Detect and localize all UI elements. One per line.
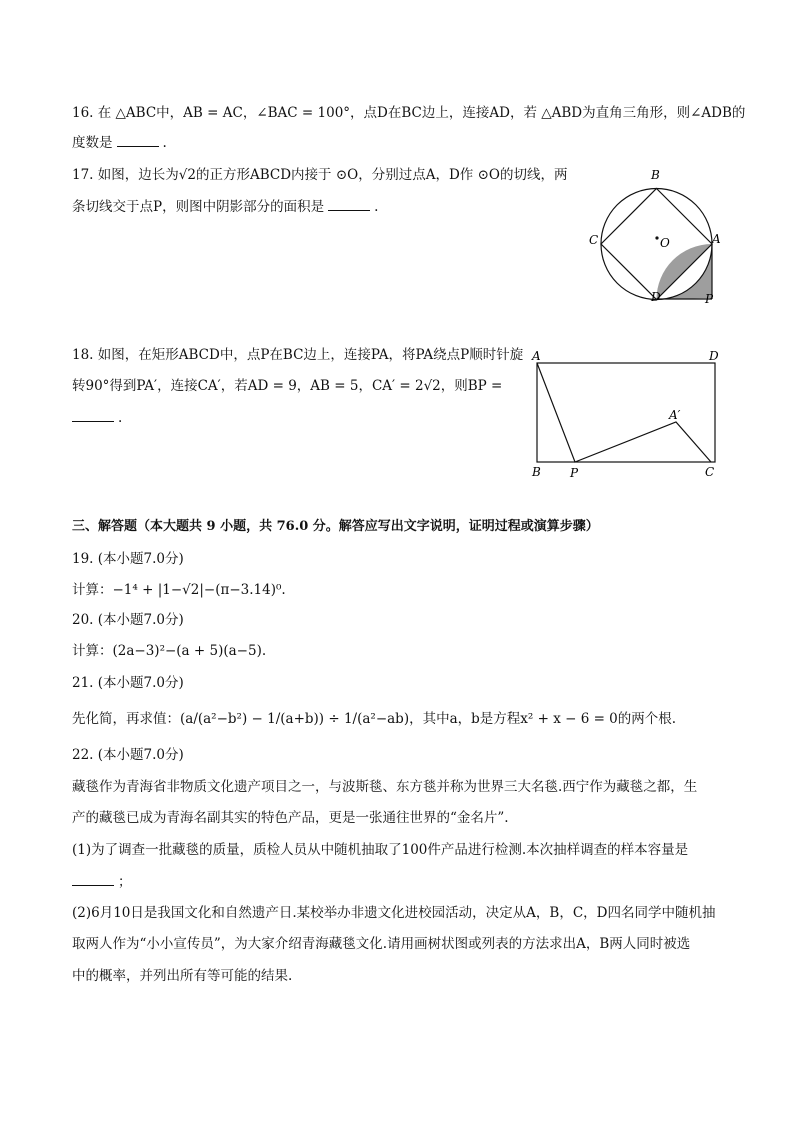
q17-line1-pre: 17. 如图，边长为 [72, 167, 179, 183]
center-dot [655, 236, 658, 239]
q19-heading: 19. (本小题7.0分) [72, 551, 184, 567]
q22-para1: 藏毯作为青海省非物质文化遗产项目之一，与波斯毯、东方毯并称为世界三大名毯.西宁作为藏毯之都，生 [72, 779, 698, 795]
q17-sqrt: √2 [178, 167, 196, 183]
label-a: A [712, 232, 721, 246]
q18-line3-end: . [118, 410, 123, 426]
label-b: B [651, 168, 660, 182]
q16-line2 [72, 133, 167, 153]
q17-figure [585, 162, 725, 310]
q22-part2-line2: 取两人作为“小小宣传员”，为大家介绍青海藏毯文化.请用画树状图或列表的方法求出A，B两人同时被选 [72, 936, 691, 952]
q18-line3 [72, 408, 122, 428]
q20-heading: 20. (本小题7.0分) [72, 612, 184, 628]
label-o: O [660, 236, 670, 250]
q17-line2-text: 条切线交于点P，则图中阴影部分的面积是 [72, 199, 325, 215]
q17-line2 [72, 197, 378, 217]
q16-line2-end: . [162, 135, 167, 151]
q22-part1: (1)为了调查一批藏毯的质量，质检人员从中随机抽取了100件产品进行检测.本次抽样调查的样本容量是 [72, 842, 689, 858]
q18-line2: 转90°得到PA′，连接CA′，若AD = 9，AB = 5，CA′ = 2√2，则BP = [72, 378, 503, 394]
section-3-heading: 三、解答题（本大题共 9 小题，共 76.0 分。解答应写出文字说明，证明过程或演算步骤） [72, 519, 599, 534]
label-p: P [705, 292, 714, 306]
q16-answer-blank [117, 133, 159, 147]
label-a: A [532, 349, 541, 363]
q22-part1-end: ； [118, 874, 132, 890]
segments-pa-pa-prime-ca-prime [537, 363, 711, 462]
q16-line1: 16. 在 △ABC中，AB = AC，∠BAC = 100°，点D在BC边上，连接AD，若 △ABD为直角三角形，则∠ADB的 [72, 105, 746, 121]
q22-heading: 22. (本小题7.0分) [72, 747, 184, 763]
q22-part2-line1: (2)6月10日是我国文化和自然遗产日.某校举办非遗文化进校园活动，决定从A，B，C，D四名同学中随机抽 [72, 905, 716, 921]
q22-part1-answer [72, 872, 132, 892]
q18-answer-blank [72, 408, 114, 422]
q22-answer-blank [72, 872, 114, 886]
q17-line1-post: 的正方形ABCD内接于 ⊙O，分别过点A，D作 ⊙O的切线，两 [195, 167, 568, 183]
q17-line1 [72, 165, 567, 185]
label-d: D [651, 290, 661, 304]
circle-o [601, 189, 712, 300]
q22-part2-line3: 中的概率，并列出所有等可能的结果. [72, 968, 293, 984]
label-c: C [589, 233, 599, 247]
q18-line1: 18. 如图，在矩形ABCD中，点P在BC边上，连接PA，将PA绕点P顺时针旋 [72, 347, 524, 363]
q19-body: 计算：−1⁴ + |1−√2|−(π−3.14)⁰. [72, 582, 286, 598]
label-a-prime: A′ [669, 408, 681, 422]
label-b: B [532, 465, 541, 479]
q20-body: 计算：(2a−3)²−(a + 5)(a−5). [72, 643, 267, 659]
label-c: C [705, 465, 715, 479]
q17-answer-blank [328, 197, 370, 211]
q16-line2-text: 度数是 [72, 135, 113, 151]
q22-para2: 产的藏毯已成为青海名副其实的特色产品，更是一张通往世界的“金名片”. [72, 810, 509, 826]
rectangle-abcd [537, 363, 715, 462]
label-p: P [570, 466, 579, 480]
q21-body: 先化简，再求值：(a/(a²−b²) − 1/(a+b)) ÷ 1/(a²−ab)，其中a，b是方程x² + x − 6 = 0的两个根. [72, 711, 677, 727]
q21-heading: 21. (本小题7.0分) [72, 675, 184, 691]
q17-line2-end: . [374, 199, 379, 215]
label-d: D [709, 349, 719, 363]
q18-figure [525, 344, 730, 484]
